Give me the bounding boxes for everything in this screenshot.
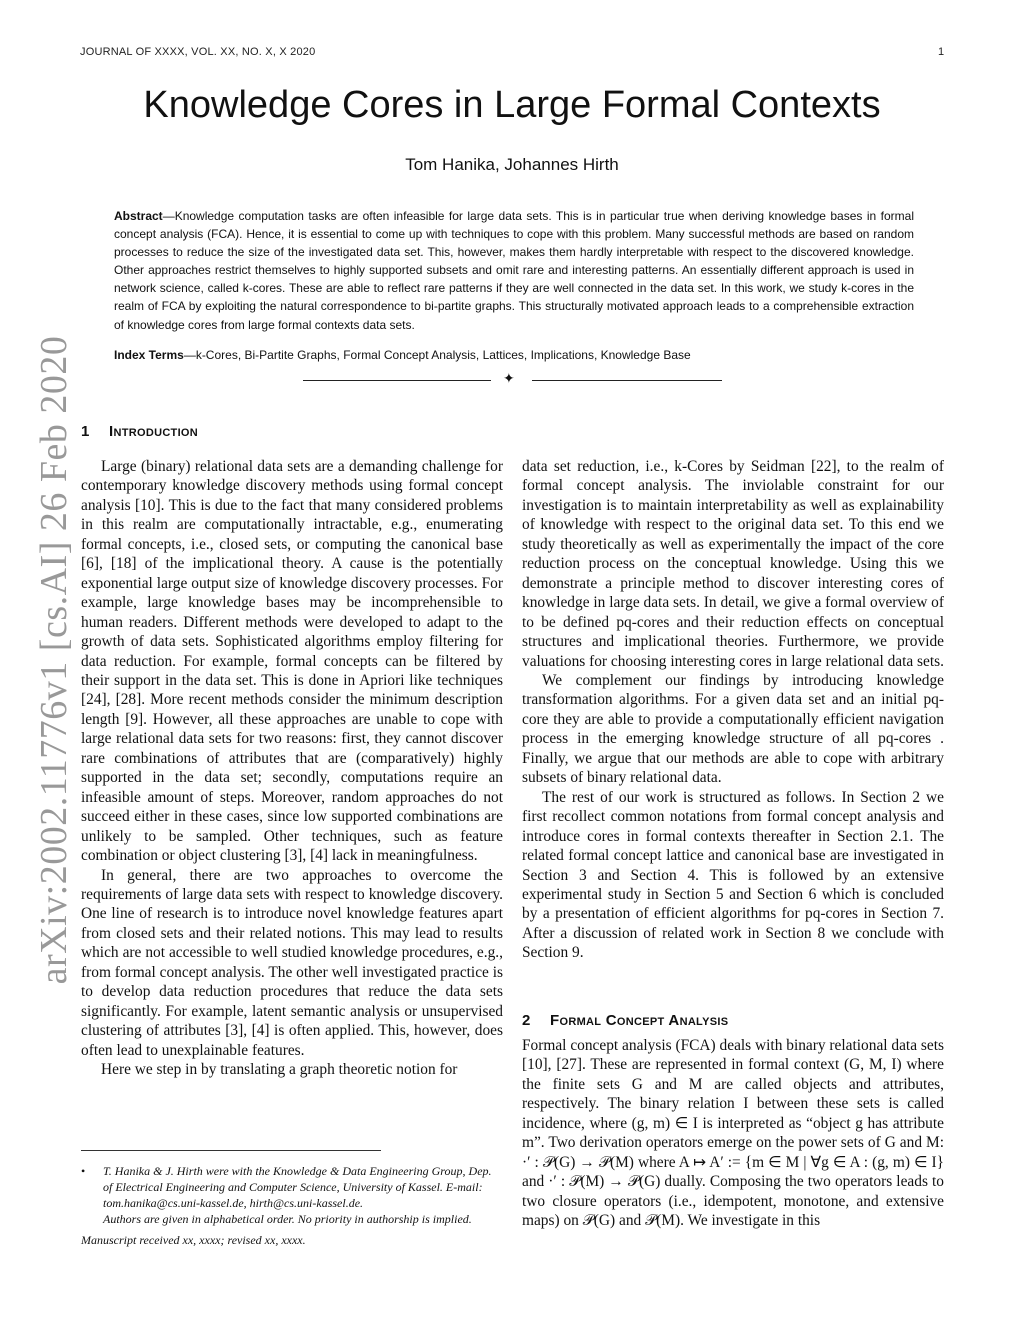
footnote-bullet: • <box>81 1164 86 1178</box>
index-terms <box>114 346 914 364</box>
fca-paragraph: Formal concept analysis (FCA) deals with binary relational data sets [10], [27]. These are represented in formal context (G, M, I) where the finite sets G and M are called objects and attributes, respectively. The binary relation I between these sets is called incidence, where (g, m) ∈ I is interpreted as “object g has attribute m”. Two derivation operators emerge on the power sets of G and M: ·′ : 𝒫(G) → 𝒫(M) where A ↦ A′ := {m ∈ M | ∀g ∈ A : (g, m) ∈ I} and ·′ : 𝒫(M) → 𝒫(G) dually. Composing the two operators leads to two closure operators (i.e., idempotent, monotone, and extensive maps) on 𝒫(G) and 𝒫(M). We investigate in this <box>522 1037 944 1230</box>
index-terms-label: Index Terms <box>114 348 184 362</box>
manuscript-note: Manuscript received xx, xxxx; revised xx, xxxx. <box>81 1233 306 1247</box>
intro-paragraph-2: In general, there are two approaches to overcome the requirements of large data sets with respect to knowledge discovery. One line of research is to introduce novel knowledge features apart from closed sets and their related notions. This may lead to results which are not accessible to well studied knowledge procedures, e.g., from formal concept analysis. The other well investigated practice is to develop data reduction procedures that reduce the data sets significantly. For example, latent semantic analysis or unsupervised clustering of attributes [3], [4] is often applied. This, however, does often lead to unexplainable features. <box>81 866 503 1059</box>
section-2-heading <box>522 1012 728 1029</box>
abstract-label: Abstract <box>114 209 163 223</box>
section-1-number: 1 <box>81 423 90 440</box>
arxiv-sidebar-stamp: arXiv:2002.11776v1 [cs.AI] 26 Feb 2020 <box>33 335 75 985</box>
intro-paragraph-4: data set reduction, i.e., k-Cores by Seidman [22], to the realm of formal concept analysis. The inviolable constraint for our investigation is to maintain interpretability as well as explainability of knowledge with respect to the original data set. To this end we study theoretically as well as experimentally the impact of the core reduction process on the conceptual knowledge. Using this we demonstrate a principle method to discover interesting cores of knowledge in large data sets. In detail, we give a formal overview of to be defined pq-cores and their reduction effects on conceptual structures and implicational theories. Furthermore, we provide valuations for choosing interesting cores in large relational data sets. <box>522 458 944 670</box>
section-2-number: 2 <box>522 1012 531 1029</box>
fca-column <box>522 1036 944 1231</box>
divider-diamond-icon: ✦ <box>503 371 515 387</box>
divider-right <box>532 380 722 381</box>
abstract <box>114 207 914 334</box>
section-2-title: Formal Concept Analysis <box>550 1012 729 1029</box>
intro-paragraph-1: Large (binary) relational data sets are a demanding challenge for contemporary knowledge discovery methods using formal concept analysis [10]. This is due to the fact that many considered problems in this realm are computationally intractable, e.g., enumerating formal concepts, i.e., closed sets, or computing the canonical base [6], [18] of the implicational theory. A cause is the potentially exponential large output size of knowledge discovery processes. For example, large knowledge bases may be incomprehensible to human readers. Different methods were developed to adapt to the growth of data sets. Sophisticated algorithms employ filtering for data reduction. For example, formal concepts can be filtered by their support in the data set. This is done in Apriori like techniques [24], [28]. More recent methods consider the minimum description length [9]. However, all these approaches are unable to cope with large relational data sets for two reasons: first, they cannot discover rare combinations of attributes that are (comparatively) highly supported in the data set; secondly, computations require an infeasible amount of steps. Moreover, random approaches do not succeed either in these cases, since low supported combinations are unlikely to be sampled. Other techniques, such as feature combination or object clustering [3], [4] lack in meaningfulness. <box>81 458 503 865</box>
section-1-title: Introduction <box>109 423 199 440</box>
divider-left <box>303 380 491 381</box>
footnote <box>81 1163 503 1227</box>
footnote-affiliation: T. Hanika & J. Hirth were with the Knowledge & Data Engineering Group, Dep. of Electrical Engineering and Computer Science, University of Kassel. E-mail: tom.hanika@cs.uni-kassel.de, hirth@cs.uni-kassel.de. <box>103 1164 492 1210</box>
paper-title: Knowledge Cores in Large Formal Contexts <box>143 84 881 126</box>
intro-paragraph-6: The rest of our work is structured as follows. In Section 2 we first recollect common notations from formal concept analysis and introduce cores in formal contexts thereafter in Section 2.1. The related formal concept lattice and canonical base are investigated in Section 3 and Section 4. This is followed by an extensive experimental study in Section 5 and Section 6 which is concluded by a presentation of efficient algorithms for pq-cores in Section 7. After a discussion of related work in Section 8 we conclude with Section 9. <box>522 788 944 962</box>
intro-paragraph-5: We complement our findings by introducing knowledge transformation algorithms. For a given data set and an initial pq-core they are able to provide a computationally efficient navigation process in the emerging knowledge structure of all pq-cores . Finally, we argue that our methods are able to cope with arbitrary subsets of binary relational data. <box>522 671 944 787</box>
section-1-heading <box>81 423 198 440</box>
footnote-rule <box>81 1150 381 1151</box>
page-number: 1 <box>938 46 945 58</box>
index-terms-text: —k-Cores, Bi-Partite Graphs, Formal Concept Analysis, Lattices, Implications, Knowledge Base <box>183 348 691 362</box>
intro-paragraph-3: Here we step in by translating a graph theoretic notion for <box>101 1061 458 1079</box>
footnote-author-order: Authors are given in alphabetical order. No priority in authorship is implied. <box>103 1212 472 1226</box>
left-column <box>81 457 503 1080</box>
journal-header: JOURNAL OF XXXX, VOL. XX, NO. X, X 2020 <box>80 46 316 58</box>
right-column <box>522 457 944 963</box>
abstract-text: —Knowledge computation tasks are often infeasible for large data sets. This is in particular true when deriving knowledge bases in formal concept analysis (FCA). Hence, it is essential to come up with techniques to cope with this problem. Many successful methods are based on random processes to reduce the size of the investigated data set. This, however, makes them hardly interpretable with respect to the discovered knowledge. Other approaches restrict themselves to highly supported subsets and omit rare and interesting patterns. An essentially different approach is used in network science, called k-cores. These are able to reflect rare patterns if they are well connected in the data set. In this work, we study k-cores in the realm of FCA by exploiting the natural correspondence to bi-partite graphs. This structurally motivated approach leads to a comprehensible extraction of knowledge cores from large formal contexts data sets. <box>114 209 914 332</box>
paper-authors: Tom Hanika, Johannes Hirth <box>405 155 619 174</box>
